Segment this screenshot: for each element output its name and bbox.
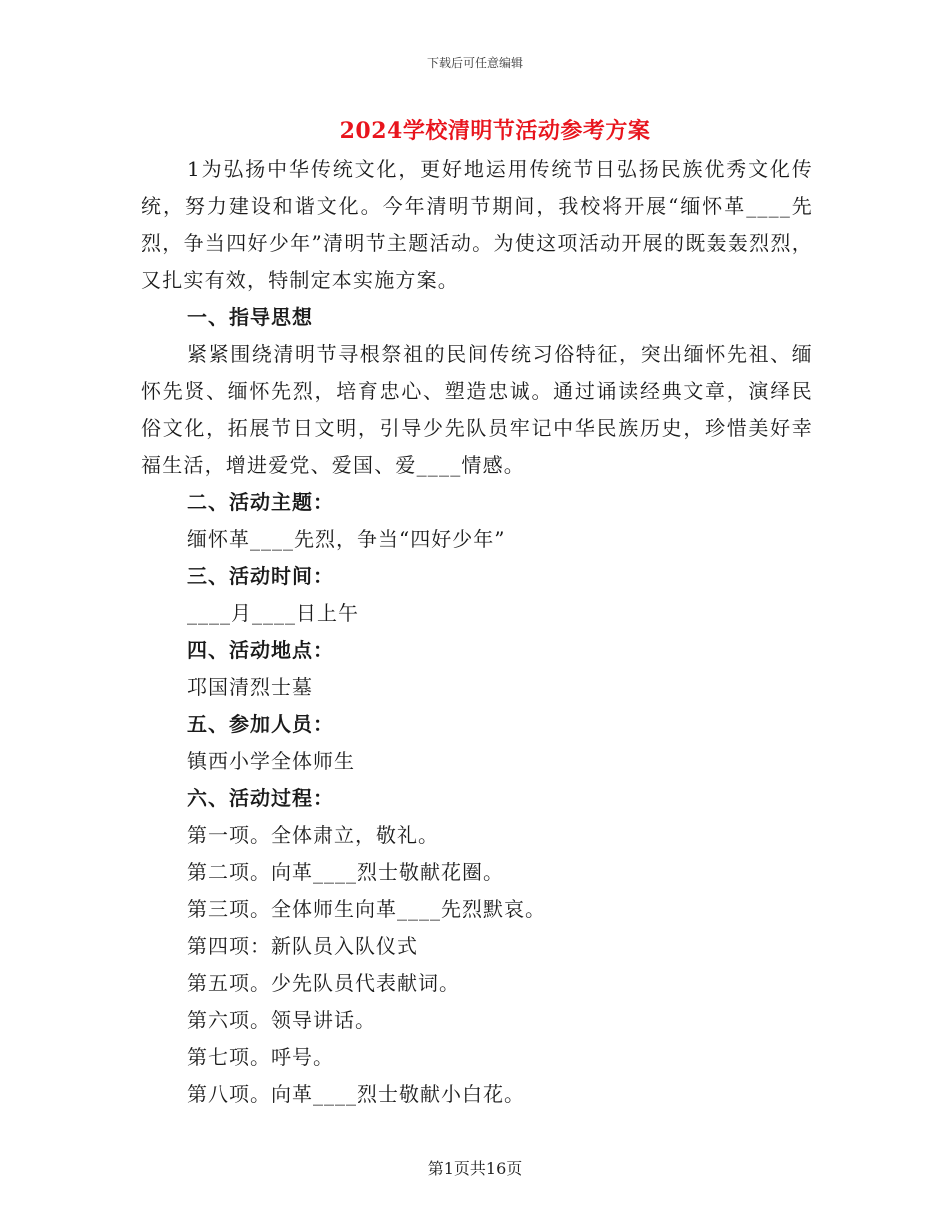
section-heading-place: 四、活动地点：	[187, 638, 334, 662]
process-step: 第五项。少先队员代表献词。	[187, 971, 460, 995]
process-step: 第四项：新队员入队仪式	[187, 934, 418, 958]
section-text-theme: 缅怀革____先烈，争当“四好少年”	[187, 527, 506, 551]
header-note: 下载后可任意编辑	[426, 56, 523, 70]
process-step: 第七项。呼号。	[187, 1045, 334, 1069]
section-text-guiding: 紧紧围绕清明节寻根祭祖的民间传统习俗特征，突出缅怀先祖、缅怀先贤、缅怀先烈，培育忠心、塑造忠诚。通过诵读经典文章，演绎民俗文化，拓展节日文明，引导少先队员牢记中华民族历史，珍惜美好幸福生活，增进爱党、爱国、爱____情感。	[141, 342, 813, 477]
section-heading-theme: 二、活动主题：	[187, 490, 334, 514]
section-text-time: ____月____日上午	[187, 601, 359, 625]
process-step: 第三项。全体师生向革____先烈默哀。	[187, 897, 546, 921]
section-heading-time: 三、活动时间：	[187, 564, 334, 588]
process-step: 第二项。向革____烈士敬献花圈。	[187, 860, 504, 884]
document-title: 2024学校清明节活动参考方案	[339, 118, 651, 144]
section-heading-participants: 五、参加人员：	[187, 712, 334, 736]
process-step: 第六项。领导讲话。	[187, 1008, 376, 1032]
section-heading-process: 六、活动过程：	[187, 786, 334, 810]
section-text-place: 邛国清烈士墓	[187, 675, 313, 699]
page-footer: 第1页共16页	[427, 1159, 523, 1178]
section-text-participants: 镇西小学全体师生	[187, 749, 355, 773]
intro-paragraph: 1为弘扬中华传统文化，更好地运用传统节日弘扬民族优秀文化传统，努力建设和谐文化。今年清明节期间，我校将开展“缅怀革____先烈，争当四好少年”清明节主题活动。为使这项活动开展的既轰轰烈烈，又扎实有效，特制定本实施方案。	[141, 157, 813, 292]
document-body	[141, 151, 813, 1113]
section-heading-guiding: 一、指导思想	[187, 305, 313, 329]
process-step: 第八项。向革____烈士敬献小白花。	[187, 1082, 525, 1106]
process-step: 第一项。全体肃立，敬礼。	[187, 823, 439, 847]
